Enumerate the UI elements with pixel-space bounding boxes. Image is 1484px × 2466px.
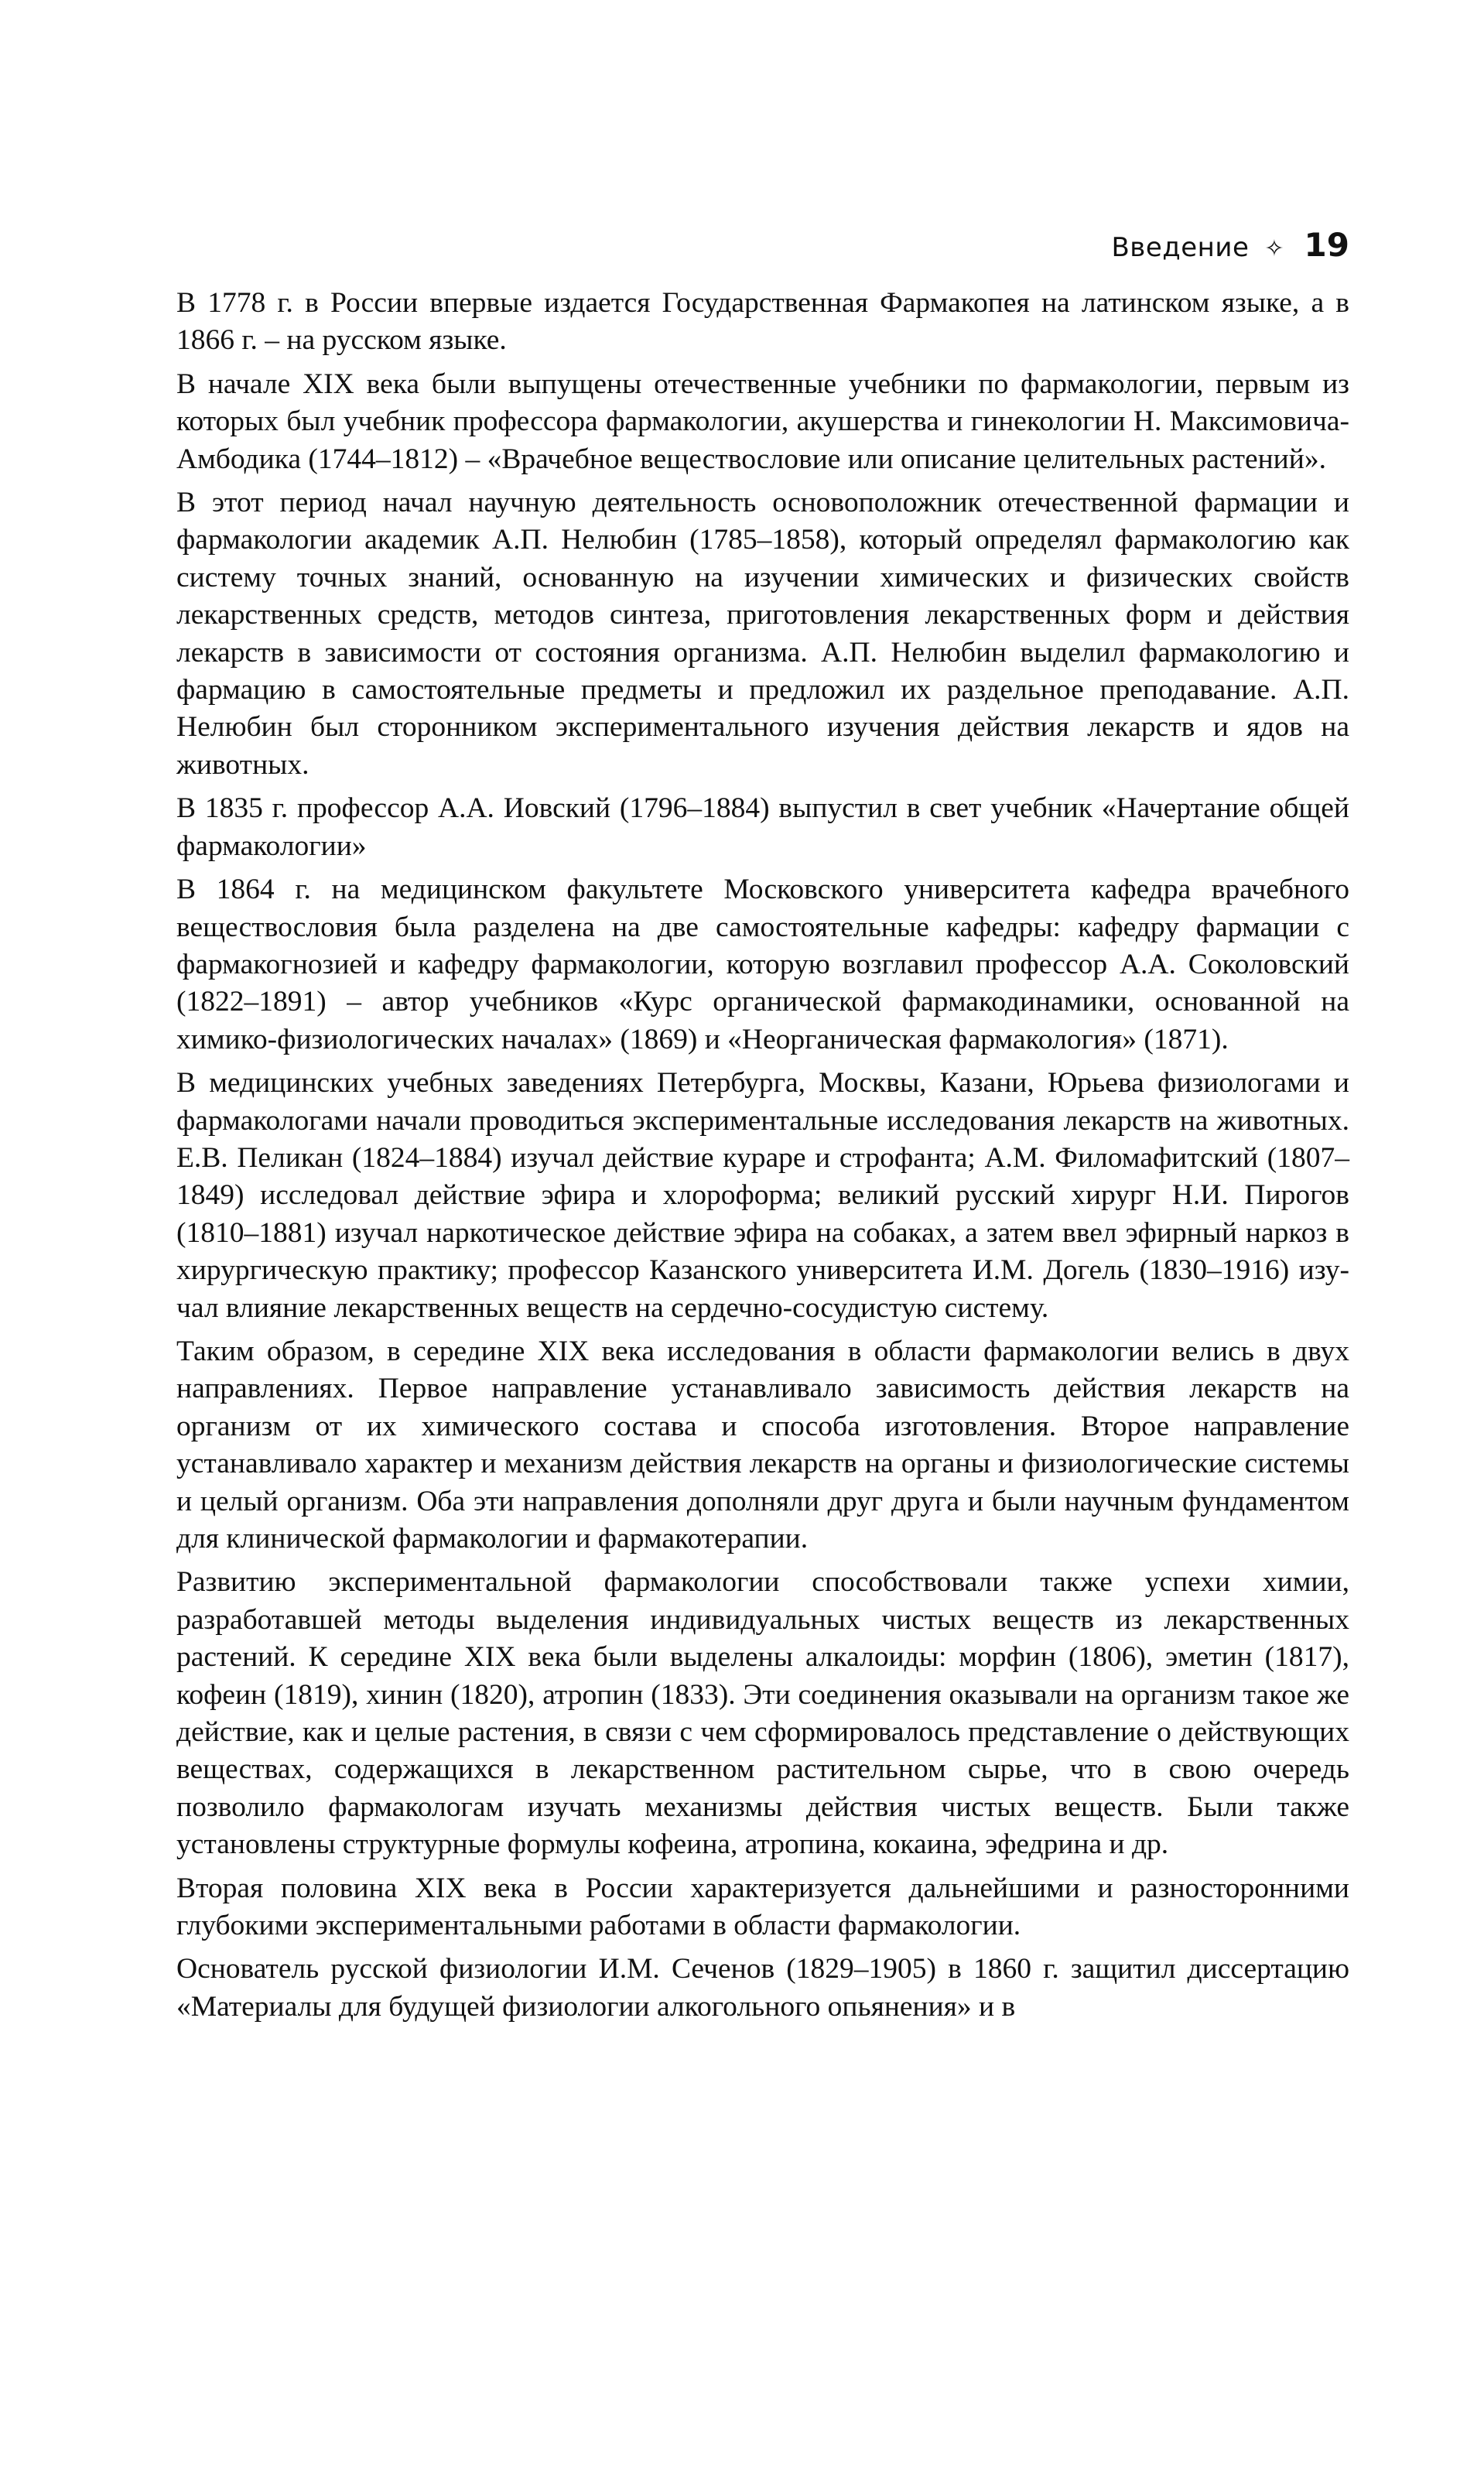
section-title: Введение [1111,232,1250,263]
paragraph-pharmacopeia: В 1778 г. в России впервые издается Государственная Фармакопея на латинском языке, а в 1866 г. – на русском языке. [176,287,1349,357]
page-number: 19 [1304,226,1349,264]
paragraph-experimental-research: В медицинских учебных заведениях Петербурга, Москвы, Казани, Юрьева физиологами и фармакологами начали проводиться экспериментальные исследования лекарств на животных. Е.В. Пеликан (1824–1884) изучал действие кураре и строфанта; А.М. Филомафитский (1807–1849) исследовал действие эфира и хлороформа; великий русский хирург Н.И. Пирогов (1810–1881) изучал наркотическое действие эфира на собаках, а затем ввел эфирный наркоз в хирургическую практику; профессор Казанского университета И.М. Догель (1830–1916) изучал влияние лекарственных веществ на сердечно-сосудистую систему. [176,1067,1349,1324]
body-text [176,285,1349,2026]
paragraph-sechenov: Основатель русской физиологии И.М. Сеченов (1829–1905) в 1860 г. защитил диссертацию «Материалы для будущей физиологии алкогольного опьянения» и в [176,1953,1349,2023]
paragraph-second-half-century: Вторая половина XIX века в России характеризуется дальнейшими и разносторонними глубокими экспериментальными работами в области фармакологии. [176,1872,1349,1942]
paragraph-iovsky: В 1835 г. профессор А.А. Иовский (1796–1884) выпустил в свет учебник «Начертание общей фармакологии» [176,792,1349,862]
paragraph-two-directions: Таким образом, в середине XIX века исследования в области фармакологии велись в двух направлениях. Первое направление устанавливало зависимость действия лекарств на организм от их химического состава и способа изготовления. Второе направление устанавливало характер и механизм действия лекарств на органы и физиологические системы и целый организм. Оба эти направления дополняли друг друга и были научным фундаментом для клинической фармакологии и фармакотерапии. [176,1335,1349,1555]
running-header [176,226,1349,271]
paragraph-moscow-university: В 1864 г. на медицинском факультете Московского университета кафедра врачебного веществословия была разделена на две самостоятельные кафедры: кафедру фармации с фармакогнозией и кафедру фармакологии, которую возглавил профессор А.А. Соколовский (1822–1891) – автор учебников «Курс органической фармакодинамики, основанной на химико-физиологических началах» (1869) и «Неорганическая фармакология» (1871). [176,874,1349,1055]
paragraph-nelyubin: В этот период начал научную деятельность основоположник отечественной фармации и фармакологии академик А.П. Нелюбин (1785–1858), который определял фармакологию как систему точных знаний, основанную на изучении химических и физических свойств лекарственных средств, методов синтеза, приготовления лекарственных форм и действия лекарств в зависимости от состояния организма. А.П. Нелюбин выделил фармакологию и фармацию в самостоятельные предметы и предложил их раздельное преподавание. А.П. Нелюбин был сторонником экспериментального изучения действия лекарств и ядов на животных. [176,487,1349,781]
diamond-separator-icon: ✧ [1264,235,1284,262]
paragraph-textbooks: В начале XIX века были выпущены отечественные учебники по фармакологии, первым из которых был учебник профессора фармакологии, акушерства и гинекологии Н. Максимовича-Амбодика (1744–1812) – «Врачебное веществословие или описание целительных растений». [176,368,1349,475]
paragraph-chemistry-alkaloids: Развитию экспериментальной фармакологии способствовали также успехи химии, разработавшей методы выделения индивидуальных чистых веществ из лекарственных растений. К середине XIX века были выделены алкалоиды: морфин (1806), эметин (1817), кофеин (1819), хинин (1820), атропин (1833). Эти соединения оказывали на организм такое же действие, как и целые растения, в связи с чем сформировалось представление о действующих веществах, содержащихся в лекарственном растительном сырье, что в свою очередь позволило фармакологам изучать механизмы действия чистых веществ. Были также установлены структурные формулы кофеина, атропина, кокаина, эфедрина и др. [176,1566,1349,1861]
book-page [176,226,1349,2032]
